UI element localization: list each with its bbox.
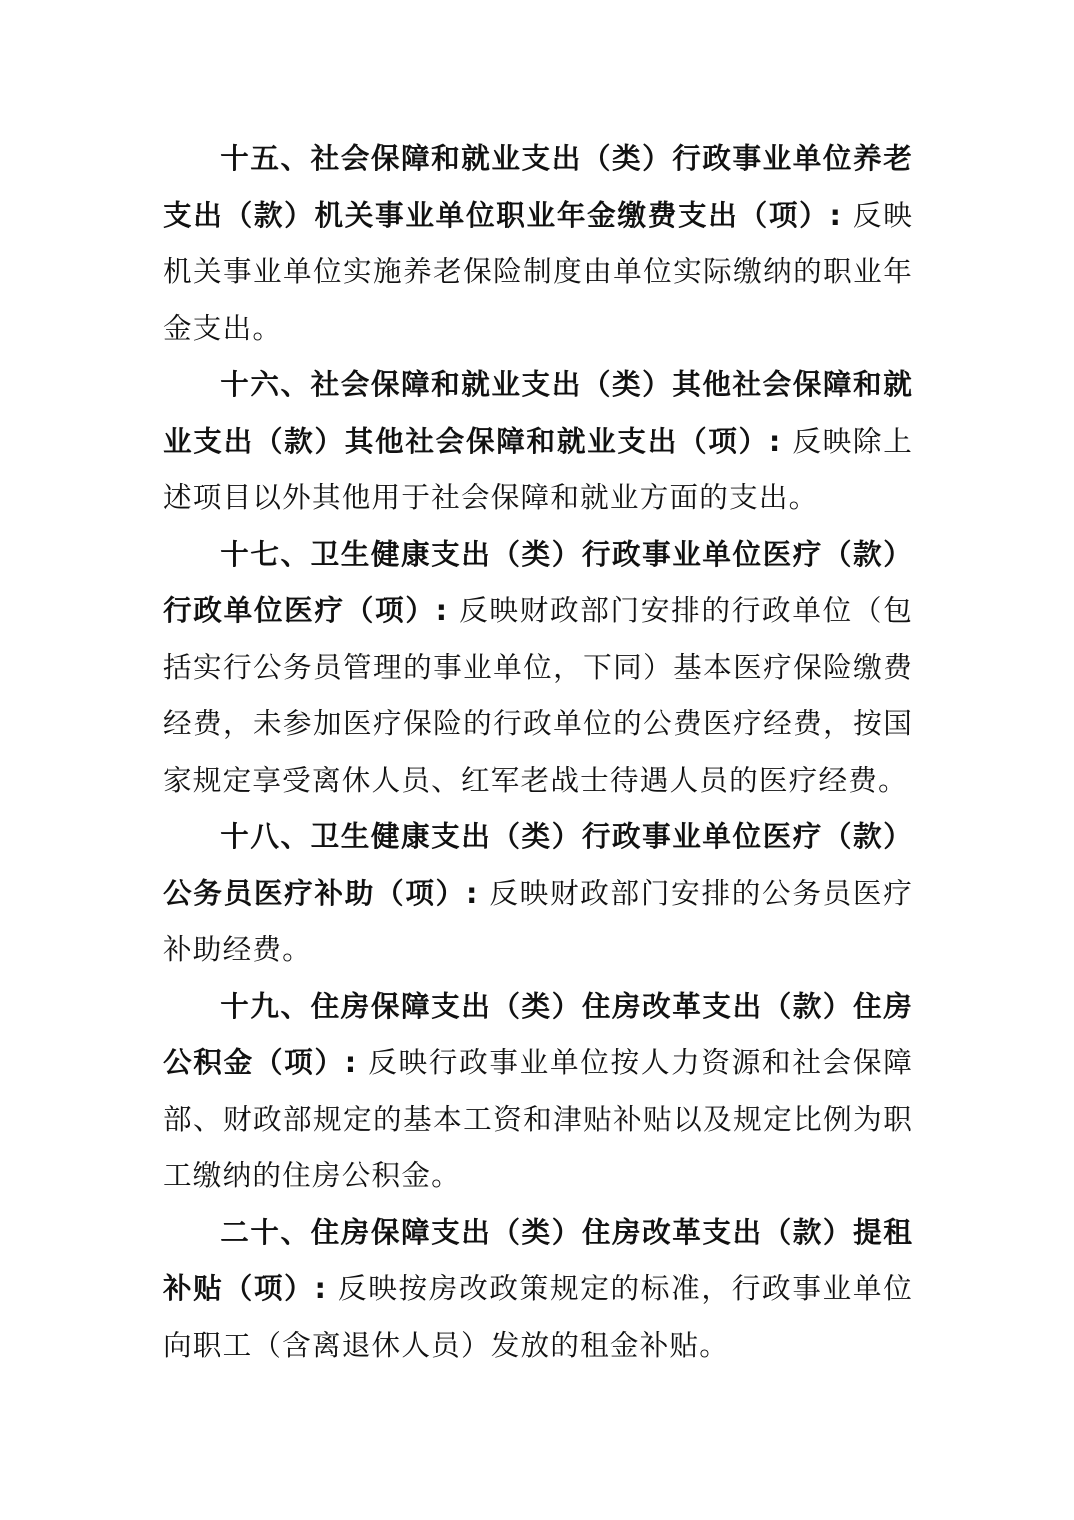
paragraph-text: 反映除上述项目以外其他用于社会保障和就业方面的支出。 — [163, 423, 913, 514]
paragraph-heading: 十五、社会保障和就业支出（类）行政事业单位养老支出（款）机关事业单位职业年金缴费支出（项）: — [163, 141, 913, 232]
paragraph-text: 反映按房改政策规定的标准，行政事业单位向职工（含离退休人员）发放的租金补贴。 — [163, 1271, 913, 1362]
paragraph-heading: 十七、卫生健康支出（类）行政事业单位医疗（款）行政单位医疗（项）: — [163, 536, 913, 627]
paragraph-text: 反映机关事业单位实施养老保险制度由单位实际缴纳的职业年金支出。 — [163, 197, 913, 345]
paragraph-text: 反映行政事业单位按人力资源和社会保障部、财政部规定的基本工资和津贴补贴以及规定比例为职工缴纳的住房公积金。 — [163, 1045, 913, 1192]
paragraph-heading: 十八、卫生健康支出（类）行政事业单位医疗（款）公务员医疗补助（项）: — [163, 819, 913, 910]
document-body — [163, 130, 913, 1373]
paragraph-heading: 十九、住房保障支出（类）住房改革支出（款）住房公积金（项）: — [163, 988, 913, 1079]
paragraph-text: 反映财政部门安排的公务员医疗补助经费。 — [163, 875, 914, 966]
paragraph-text: 反映财政部门安排的行政单位（包括实行公务员管理的事业单位，下同）基本医疗保险缴费经费，未参加医疗保险的行政单位的公费医疗经费，按国家规定享受离休人员、红军老战士待遇人员的医疗经费。 — [163, 593, 914, 797]
paragraph-20 — [163, 1204, 913, 1374]
paragraph-heading: 二十、住房保障支出（类）住房改革支出（款）提租补贴（项）: — [163, 1214, 913, 1305]
paragraph-19 — [163, 978, 913, 1204]
paragraph-15 — [163, 130, 913, 356]
paragraph-heading: 十六、社会保障和就业支出（类）其他社会保障和就业支出（款）其他社会保障和就业支出（项）: — [163, 367, 913, 458]
paragraph-16 — [163, 356, 913, 526]
paragraph-18 — [163, 808, 913, 978]
paragraph-17 — [163, 526, 913, 809]
